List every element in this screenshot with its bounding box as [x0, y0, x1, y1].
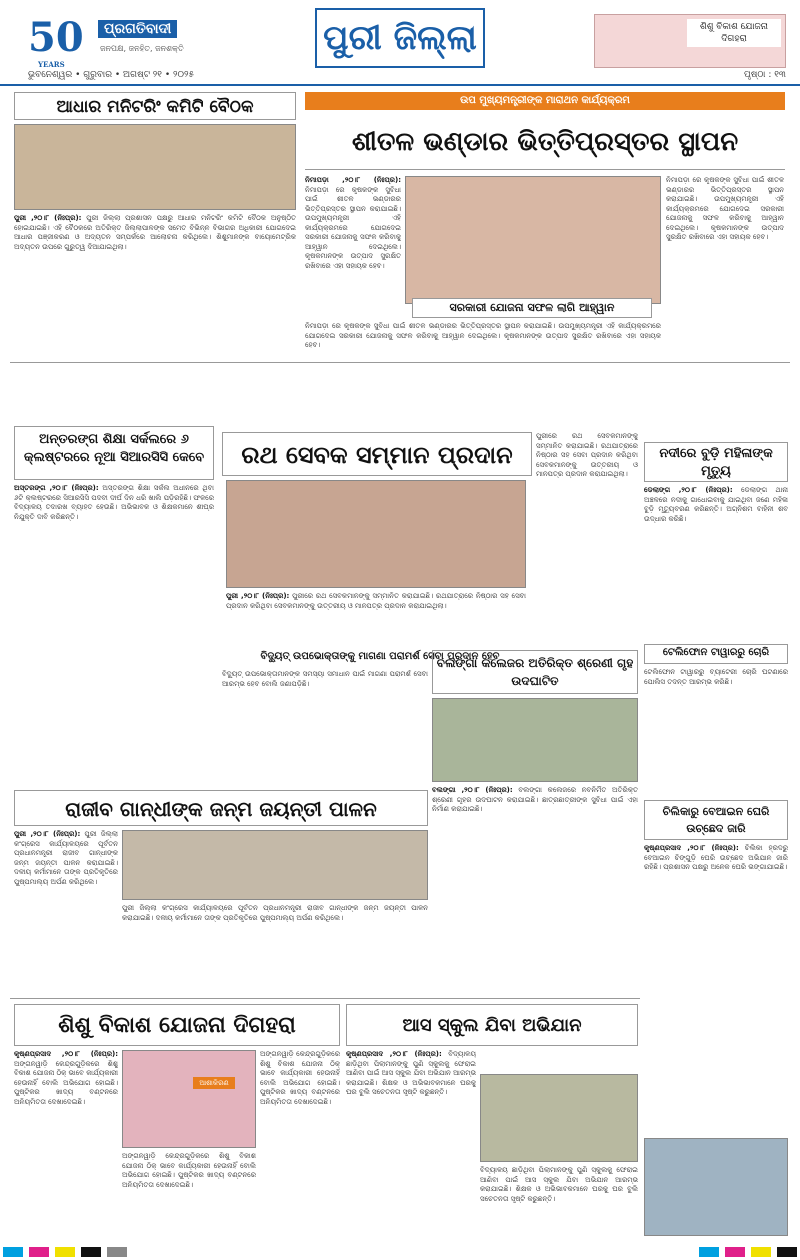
story-rathasevak-headline: ରଥ ସେବକ ସମ୍ମାନ ପ୍ରଦାନ	[222, 432, 532, 476]
story-chilika-dateline: କୃଷ୍ଣପ୍ରସାଦ ,୨୦।୮ (ନିଃପ୍ର):	[644, 844, 739, 852]
story-coldstorage-text-bottom	[305, 322, 661, 358]
story-electricity-headline: ବିଦ୍ୟୁତ୍ ଉପଭୋକ୍ତାଙ୍କୁ ମାଗଣା ପରାମର୍ଶ ସେବା ପ୍ରଦାନ ହେବ	[260, 651, 500, 662]
story-rajiv-headline: ରାଜୀବ ଗାନ୍ଧୀଙ୍କ ଜନ୍ମ ଜୟନ୍ତୀ ପାଳନ	[14, 790, 428, 826]
story-coldstorage-photo	[405, 176, 661, 304]
newspaper-name: ପ୍ରଗତିବାଦୀ	[98, 20, 177, 38]
story-coldstorage-text-left	[305, 176, 401, 306]
story-aadhaar-photo	[14, 124, 296, 210]
divider	[10, 998, 640, 999]
story-coldstorage-photo-caption: ସରକାରୀ ଯୋଜନା ସଫଳ ଲାଗି ଆହ୍ୱାନ	[412, 298, 652, 318]
story-towertheft-body: ଟେଲିଫୋନ ଟାୱାରରୁ ବ୍ୟାଟେରୀ ଚୋରି ଘଟଣାରେ ପୋଲିସ ତଦନ୍ତ ଆରମ୍ଭ କରିଛି।	[644, 668, 788, 686]
newspaper-tagline: ଜନପକ୍ଷ, ଜନହିତ, ଜନଶକ୍ତି	[100, 44, 184, 53]
edition-dateline: ଭୁବନେଶ୍ୱର • ଗୁରୁବାର • ଅଗଷ୍ଟ ୨୧ • ୨୦୨୫	[28, 70, 195, 80]
story-childdev-headline: ଶିଶୁ ବିକାଶ ଯୋଜନା ଦିଗହରା	[14, 1004, 340, 1046]
story-school-headline: ଆସ ସ୍କୁଲ ଯିବା ଅଭିଯାନ	[346, 1004, 638, 1046]
story-aadhaar-dateline: ପୁରୀ ,୨୦।୮ (ନିଃପ୍ର):	[14, 214, 82, 222]
story-coldstorage-dateline: ନିମାପଡ଼ା ,୨୦।୮ (ନିଃପ୍ର):	[305, 176, 401, 184]
swatch-yellow	[751, 1247, 771, 1257]
swatch-yellow	[55, 1247, 75, 1257]
promo-caption: ଶିଶୁ ବିକାଶ ଯୋଜନା ଦିଗହରା	[687, 19, 781, 47]
story-childdev-body-bottom: ଅଙ୍ଗନୱାଡ଼ି କେନ୍ଦ୍ରଗୁଡ଼ିକରେ ଶିଶୁ ବିକାଶ ଯୋଜନା ଠିକ୍ ଭାବେ କାର୍ଯ୍ୟକାରୀ ହେଉନାହିଁ ବୋଲି ଅଭିଯୋଗ ହୋଇଛି। ପୁଷ୍ଟିକର ଖାଦ୍ୟ ବଣ୍ଟନରେ ଅନିୟମିତତା ଦେଖାଦେଇଛି।	[122, 1152, 256, 1189]
swatch-magenta	[725, 1247, 745, 1257]
story-rajiv-body: ପୁରୀ ଜିଲ୍ଲା କଂଗ୍ରେସ କାର୍ଯ୍ୟାଳୟରେ ପୂର୍ବତନ ପ୍ରଧାନମନ୍ତ୍ରୀ ରାଜୀବ ଗାନ୍ଧୀଙ୍କ ଜନ୍ମ ଜୟନ୍ତୀ ପାଳନ କରାଯାଇଛି। ଦଳୀୟ କର୍ମୀମାନେ ତାଙ୍କ ପ୍ରତିକୃତିରେ ପୁଷ୍ପମାଲ୍ୟ ଅର୍ପଣ କରିଥିଲେ।	[14, 830, 118, 886]
story-towertheft-text	[644, 668, 788, 764]
story-coldstorage-text-right	[666, 176, 784, 346]
story-chilika-text	[644, 844, 788, 1134]
story-rajiv-text-left	[14, 830, 118, 994]
story-drowning-body: ଡେଲାଙ୍ଗ ଥାନା ଅଞ୍ଚଳରେ ନଦୀକୁ ଗାଧୋଇବାକୁ ଯାଇଥିବା ଜଣେ ମହିଳା ବୁଡ଼ି ମୃତ୍ୟୁବରଣ କରିଛନ୍ତି। ଅଗ୍ନିଶମ ବାହିନୀ ଶବ ଉଦ୍ଧାର କରିଛି।	[644, 486, 788, 523]
story-school-dateline: କୃଷ୍ଣପ୍ରସାଦ ,୨୦।୮ (ନିଃପ୍ର):	[346, 1050, 442, 1058]
story-childdev-dateline: କୃଷ୍ଣପ୍ରସାଦ ,୨୦।୮ (ନିଃପ୍ର):	[14, 1050, 118, 1058]
story-rajiv-photo	[122, 830, 428, 900]
story-chilika-photo	[644, 1138, 788, 1236]
swatch-magenta	[29, 1247, 49, 1257]
story-crcc-dateline: ଅସ୍ତରଙ୍ଗ ,୨୦।୮ (ନିଃପ୍ର):	[14, 484, 99, 492]
story-coldstorage-headline: ଶୀତଳ ଭଣ୍ଡାର ଭିତ୍ତିପ୍ରସ୍ତର ସ୍ଥାପନ	[305, 114, 785, 170]
story-childdev-photo	[122, 1050, 256, 1148]
story-rajiv-text-bottom	[122, 904, 428, 994]
story-towertheft-headline: ଟେଲିଫୋନ ଟାୱାରରୁ ଚୋରି	[644, 644, 788, 664]
story-electricity-text	[222, 670, 428, 758]
story-rathasevak-dateline: ପୁରୀ ,୨୦।୮ (ନିଃପ୍ର):	[226, 592, 290, 600]
story-balanga-text	[432, 786, 638, 974]
story-balanga-headline: ବଲଙ୍ଗା କଲେଜର ଅତିରିକ୍ତ ଶ୍ରେଣୀ ଗୃହ ଉଦଘାଟିତ	[432, 650, 638, 694]
district-title: ପୁରୀ ଜିଲ୍ଲା	[315, 8, 485, 68]
story-chilika-headline: ଚିଲିକାରୁ ବେଆଇନ ଘେରି ଉଚ୍ଛେଦ ଜାରି	[644, 800, 788, 840]
story-childdev-body-cont: ଅଙ୍ଗନୱାଡ଼ି କେନ୍ଦ୍ରଗୁଡ଼ିକରେ ଶିଶୁ ବିକାଶ ଯୋଜନା ଠିକ୍ ଭାବେ କାର୍ଯ୍ୟକାରୀ ହେଉନାହିଁ ବୋଲି ଅଭିଯୋଗ ହୋଇଛି। ପୁଷ୍ଟିକର ଖାଦ୍ୟ ବଣ୍ଟନରେ ଅନିୟମିତତା ଦେଖାଦେଇଛି।	[260, 1050, 340, 1106]
story-rathasevak-text	[226, 592, 526, 644]
story-school-body-cont: ବିଦ୍ୟାଳୟ ଛାଡ଼ିଥିବା ପିଲାମାନଙ୍କୁ ପୁଣି ସ୍କୁଲକୁ ଫେରାଇ ଆଣିବା ପାଇଁ ଆସ ସ୍କୁଲ ଯିବା ଅଭିଯାନ ଆରମ୍ଭ କରାଯାଇଛି। ଶିକ୍ଷକ ଓ ଅଭିଭାବକମାନେ ଘରକୁ ଘର ବୁଲି ସଚେତନତା ସୃଷ୍ଟି କରୁଛନ୍ତି।	[480, 1166, 638, 1203]
story-rajiv-body-cont: ପୁରୀ ଜିଲ୍ଲା କଂଗ୍ରେସ କାର୍ଯ୍ୟାଳୟରେ ପୂର୍ବତନ ପ୍ରଧାନମନ୍ତ୍ରୀ ରାଜୀବ ଗାନ୍ଧୀଙ୍କ ଜନ୍ମ ଜୟନ୍ତୀ ପାଳନ କରାଯାଇଛି। ଦଳୀୟ କର୍ମୀମାନେ ତାଙ୍କ ପ୍ରତିକୃତିରେ ପୁଷ୍ପମାଲ୍ୟ ଅର୍ପଣ କରିଥିଲେ।	[122, 904, 428, 922]
story-drowning-dateline: ଡେଲାଙ୍ଗ ,୨୦।୮ (ନିଃପ୍ର):	[644, 486, 733, 494]
story-coldstorage-kicker: ଉପ ମୁଖ୍ୟମନ୍ତ୍ରୀଙ୍କ ମାରାଥନ କାର୍ଯ୍ୟକ୍ରମ	[305, 92, 785, 110]
story-electricity-body: ବିଦ୍ୟୁତ୍ ଉପଭୋକ୍ତାମାନଙ୍କ ସମସ୍ୟା ସମାଧାନ ପାଇଁ ମାଗଣା ପରାମର୍ଶ ସେବା ଆରମ୍ଭ ହେବ ବୋଲି ଜଣାପଡ଼ିଛି।	[222, 670, 428, 688]
story-childdev-text-right	[260, 1050, 340, 1236]
story-rathasevak-body-cont: ପୁରୀରେ ରଥ ସେବକମାନଙ୍କୁ ସମ୍ମାନିତ କରାଯାଇଛି। ରଥଯାତ୍ରାରେ ନିଷ୍ଠାର ସହ ସେବା ପ୍ରଦାନ କରିଥିବା ସେବକମାନଙ୍କୁ ଉତ୍ତରୀୟ ଓ ମାନପତ୍ର ପ୍ରଦାନ କରାଯାଇଥିଲା।	[536, 432, 638, 478]
story-balanga-dateline: ବଲଙ୍ଗା ,୨୦।୮ (ନିଃପ୍ର):	[432, 786, 513, 794]
swatch-cyan	[699, 1247, 719, 1257]
promo-box[interactable]	[594, 14, 786, 68]
story-school-text-bottom	[480, 1166, 638, 1236]
print-registration-bar	[0, 1244, 800, 1260]
story-rathasevak-photo	[226, 480, 526, 588]
anniversary-logo	[28, 14, 84, 69]
story-coldstorage-body: ନିମାପଡ଼ା ରେ କୃଷକଙ୍କ ସୁବିଧା ପାଇଁ ଶୀତଳ ଭଣ୍ଡାରର ଭିତ୍ତିପ୍ରସ୍ତର ସ୍ଥାପନ କରାଯାଇଛି। ଉପମୁଖ୍ୟମନ୍ତ୍ରୀ ଏହି କାର୍ଯ୍ୟକ୍ରମରେ ଯୋଗଦେଇ ସରକାରୀ ଯୋଜନାକୁ ସଫଳ କରିବାକୁ ଆହ୍ୱାନ ଦେଇଥିଲେ। କୃଷକମାନଙ୍କ ଉତ୍ପାଦ ସୁରକ୍ଷିତ ରଖିବାରେ ଏହା ସହାୟକ ହେବ।	[305, 185, 401, 270]
story-coldstorage-body-bottom: ନିମାପଡ଼ା ରେ କୃଷକଙ୍କ ସୁବିଧା ପାଇଁ ଶୀତଳ ଭଣ୍ଡାରର ଭିତ୍ତିପ୍ରସ୍ତର ସ୍ଥାପନ କରାଯାଇଛି। ଉପମୁଖ୍ୟମନ୍ତ୍ରୀ ଏହି କାର୍ଯ୍ୟକ୍ରମରେ ଯୋଗଦେଇ ସରକାରୀ ଯୋଜନାକୁ ସଫଳ କରିବାକୁ ଆହ୍ୱାନ ଦେଇଥିଲେ। କୃଷକମାନଙ୍କ ଉତ୍ପାଦ ସୁରକ୍ଷିତ ରଖିବାରେ ଏହା ସହାୟକ ହେବ।	[305, 322, 661, 349]
story-childdev-body: ଅଙ୍ଗନୱାଡ଼ି କେନ୍ଦ୍ରଗୁଡ଼ିକରେ ଶିଶୁ ବିକାଶ ଯୋଜନା ଠିକ୍ ଭାବେ କାର୍ଯ୍ୟକାରୀ ହେଉନାହିଁ ବୋଲି ଅଭିଯୋଗ ହୋଇଛି। ପୁଷ୍ଟିକର ଖାଦ୍ୟ ବଣ୍ଟନରେ ଅନିୟମିତତା ଦେଖାଦେଇଛି।	[14, 1059, 118, 1106]
swatch-black	[777, 1247, 797, 1257]
story-coldstorage-body-cont: ନିମାପଡ଼ା ରେ କୃଷକଙ୍କ ସୁବିଧା ପାଇଁ ଶୀତଳ ଭଣ୍ଡାରର ଭିତ୍ତିପ୍ରସ୍ତର ସ୍ଥାପନ କରାଯାଇଛି। ଉପମୁଖ୍ୟମନ୍ତ୍ରୀ ଏହି କାର୍ଯ୍ୟକ୍ରମରେ ଯୋଗଦେଇ ସରକାରୀ ଯୋଜନାକୁ ସଫଳ କରିବାକୁ ଆହ୍ୱାନ ଦେଇଥିଲେ। କୃଷକମାନଙ୍କ ଉତ୍ପାଦ ସୁରକ୍ଷିତ ରଖିବାରେ ଏହା ସହାୟକ ହେବ।	[666, 176, 784, 241]
swatch-cyan	[3, 1247, 23, 1257]
story-crcc-body: ଅସ୍ତରଙ୍ଗ ଶିକ୍ଷା ସର୍କଲ ଅଧୀନରେ ଥିବା ୬ଟି କ୍ଲଷ୍ଟରରେ ସିଆରସିସି ପଦବୀ ଦୀର୍ଘ ଦିନ ଧରି ଖାଲି ପଡ଼ିରହିଛି। ଫଳରେ ବିଦ୍ୟାଳୟ ତଦାରଖ ବ୍ୟାହତ ହେଉଛି। ଅଭିଭାବକ ଓ ଶିକ୍ଷକମାନେ ଶୀଘ୍ର ନିଯୁକ୍ତି ଦାବି କରିଛନ୍ତି।	[14, 484, 214, 521]
swatch-black	[81, 1247, 101, 1257]
story-aadhaar-text	[14, 214, 296, 356]
story-rathasevak-body: ପୁରୀରେ ରଥ ସେବକମାନଙ୍କୁ ସମ୍ମାନିତ କରାଯାଇଛି। ରଥଯାତ୍ରାରେ ନିଷ୍ଠାର ସହ ସେବା ପ୍ରଦାନ କରିଥିବା ସେବକମାନଙ୍କୁ ଉତ୍ତରୀୟ ଓ ମାନପତ୍ର ପ୍ରଦାନ କରାଯାଇଥିଲା।	[226, 592, 526, 610]
story-aadhaar-body: ପୁରୀ ଜିଲ୍ଲା ପ୍ରଶାସନ ପକ୍ଷରୁ ଆଧାର ମନିଟରିଂ କମିଟି ବୈଠକ ଅନୁଷ୍ଠିତ ହୋଇଯାଇଛି। ଏହି ବୈଠକରେ ଅତିରିକ୍ତ ଜିଲ୍ଲାପାଳଙ୍କ ସମେତ ବିଭିନ୍ନ ବିଭାଗର ଅଧିକାରୀ ଯୋଗଦେଇ ଆଧାର ପଞ୍ଜୀକରଣ ଓ ଅଦ୍ୟତନ ସମ୍ପର୍କରେ ଆଲୋଚନା କରିଥିଲେ। ଶିଶୁମାନଙ୍କ ବାୟୋମେଟ୍ରିକ ଅଦ୍ୟତନ ଉପରେ ଗୁରୁତ୍ୱ ଦିଆଯାଇଥିଲା।	[14, 214, 296, 251]
masthead	[0, 0, 800, 86]
story-balanga-body: ବଲଙ୍ଗା କଲେଜରେ ନବନିର୍ମିତ ଅତିରିକ୍ତ ଶ୍ରେଣୀ ଗୃହର ଉଦଘାଟନ କରାଯାଇଛି। ଛାତ୍ରଛାତ୍ରୀଙ୍କ ସୁବିଧା ପାଇଁ ଏହା ନିର୍ମାଣ କରାଯାଇଛି।	[432, 786, 638, 813]
story-chilika-body: ଚିଲିକା ହ୍ରଦରୁ ବେଆଇନ ଚିଙ୍ଗୁଡ଼ି ଘେରି ଉଚ୍ଛେଦ ଅଭିଯାନ ଜାରି ରହିଛି। ପ୍ରଶାସନ ପକ୍ଷରୁ ଅନେକ ଘେରି ଭଙ୍ଗାଯାଇଛି।	[644, 844, 788, 871]
story-drowning-headline: ନଦୀରେ ବୁଡ଼ି ମହିଳାଙ୍କ ମୃତ୍ୟୁ	[644, 442, 788, 482]
story-school-text-left	[346, 1050, 476, 1236]
story-balanga-photo	[432, 698, 638, 782]
story-childdev-text-left	[14, 1050, 118, 1236]
logo-number: 50	[28, 14, 84, 61]
page-number: ପୃଷ୍ଠା : ୧୩	[744, 70, 786, 80]
story-school-body: ବିଦ୍ୟାଳୟ ଛାଡ଼ିଥିବା ପିଲାମାନଙ୍କୁ ପୁଣି ସ୍କୁଲକୁ ଫେରାଇ ଆଣିବା ପାଇଁ ଆସ ସ୍କୁଲ ଯିବା ଅଭିଯାନ ଆରମ୍ଭ କରାଯାଇଛି। ଶିକ୍ଷକ ଓ ଅଭିଭାବକମାନେ ଘରକୁ ଘର ବୁଲି ସଚେତନତା ସୃଷ୍ଟି କରୁଛନ୍ତି।	[346, 1050, 476, 1096]
story-crcc-text	[14, 484, 214, 754]
swatch-grey	[107, 1247, 127, 1257]
logo-sub: YEARS	[38, 60, 65, 69]
story-childdev-photo-sign: ଆଶାକିରଣ	[193, 1077, 235, 1089]
story-rajiv-dateline: ପୁରୀ ,୨୦।୮ (ନିଃପ୍ର):	[14, 830, 81, 838]
story-school-photo	[480, 1074, 638, 1162]
story-aadhaar-headline: ଆଧାର ମନିଟରିଂ କମିଟି ବୈଠକ	[14, 92, 296, 120]
divider	[10, 362, 790, 363]
story-childdev-text-bottom	[122, 1152, 256, 1236]
story-crcc-headline: ଅନ୍ତରଙ୍ଗ ଶିକ୍ଷା ସର୍କଲରେ ୬ କ୍ଲଷ୍ଟରରେ ନୂଆ ସିଆରସିସି କେବେ	[14, 426, 214, 480]
story-drowning-text	[644, 486, 788, 640]
